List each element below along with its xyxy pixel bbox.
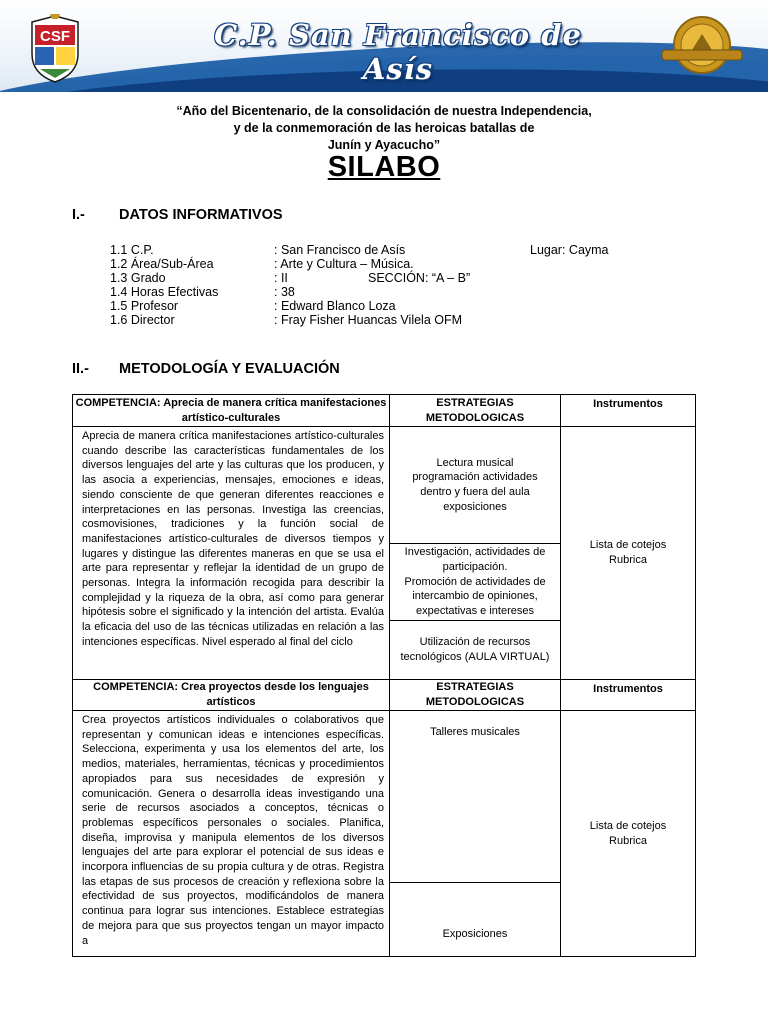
section-title: DATOS INFORMATIVOS — [119, 207, 283, 223]
strategy-line: exposiciones — [443, 500, 507, 513]
info-row-horas — [110, 285, 670, 299]
section-number: II.- — [72, 361, 89, 377]
competencia-header: COMPETENCIA: Aprecia de manera crítica manifestaciones artístico-culturales — [72, 394, 390, 427]
strategy-line: Lectura musical — [436, 456, 514, 469]
header-banner — [0, 0, 768, 92]
methodology-table — [72, 394, 696, 957]
section-title: METODOLOGÍA Y EVALUACIÓN — [119, 361, 340, 377]
strategy-line: tecnológicos (AULA VIRTUAL) — [400, 651, 550, 663]
strategy-line: programación actividades — [412, 471, 538, 484]
instrumentos-header: Instrumentos — [560, 679, 696, 711]
instrument-line: Rubrica — [609, 834, 647, 847]
info-row-area — [110, 257, 670, 271]
accreditation-seal — [658, 14, 746, 76]
info-section: SECCIÓN: “A – B” — [368, 271, 471, 285]
estrategias-header: ESTRATEGIAS METODOLOGICAS — [389, 394, 561, 427]
instruments-cell — [560, 710, 696, 957]
strategy-cell — [389, 882, 561, 957]
info-value: : San Francisco de Asís — [274, 243, 406, 257]
info-value: : II — [274, 271, 288, 285]
motto-line: Junín y Ayacucho” — [327, 138, 441, 152]
strategy-line: intercambio de opiniones, — [412, 590, 538, 603]
section-heading-metodologia — [72, 361, 340, 377]
info-value: : Arte y Cultura – Música. — [274, 257, 414, 271]
school-shield-logo — [26, 14, 84, 84]
info-list — [110, 243, 670, 327]
logo-left-lettering: CSF — [40, 28, 70, 45]
motto-line: y de la conmemoración de las heroicas batallas de — [233, 121, 535, 135]
info-row-profesor — [110, 299, 670, 313]
strategy-cell — [389, 710, 561, 883]
instrument-line: Rubrica — [609, 554, 647, 566]
strategy-line: Talleres musicales — [430, 726, 520, 738]
competencia-header: COMPETENCIA: Crea proyectos desde los lenguajes artísticos — [72, 679, 390, 711]
info-row-grado — [110, 271, 670, 285]
info-value: : 38 — [274, 285, 295, 299]
school-name: C.P. San Francisco de Asís — [214, 18, 582, 86]
info-value: : Fray Fisher Huancas Vilela OFM — [274, 313, 463, 327]
instrument-line: Lista de cotejos — [589, 819, 667, 832]
estrategias-header: ESTRATEGIAS METODOLOGICAS — [389, 679, 561, 711]
competencia-description: Aprecia de manera crítica manifestaciones artístico-culturales cuando describe las características fundamentales de los diversos lenguajes del arte y las culturas que los producen, y las asocia a experiencias, mensajes, emociones e ideas, siendo consciente de que generan diferentes reacciones e interpretaciones en las personas. Investiga las creencias, cosmovisiones, tradiciones y la función social de manifestaciones artístico-culturales de diversos tiempos y lugares y distingue las diferentes maneras en que se usa el arte para representar y reflejar la identidad de un grupo de personas. Integra la información recogida para describir la complejidad y la riqueza de la obra, así como para generar hipótesis sobre el significado y la intención del artista. Evalúa la eficacia del uso de las técnicas utilizadas en relación a las intenciones específicas. Nivel esperado al final del ciclo — [72, 426, 390, 680]
info-location: Lugar: Cayma — [530, 243, 609, 257]
strategy-line: Exposiciones — [442, 928, 508, 941]
motto-line: “Año del Bicentenario, de la consolidación de nuestra Independencia, — [176, 104, 592, 118]
strategy-cell — [389, 426, 561, 544]
section-number: I.- — [72, 207, 85, 223]
strategy-cell — [389, 620, 561, 680]
motto — [120, 103, 648, 154]
strategy-line: dentro y fuera del aula — [420, 486, 530, 498]
strategy-line: expectativas e intereses — [415, 605, 534, 618]
info-key: 1.4 Horas Efectivas — [110, 285, 219, 299]
info-key: 1.1 C.P. — [110, 243, 154, 257]
strategy-cell — [389, 543, 561, 621]
strategy-line: Promoción de actividades de — [404, 575, 546, 588]
strategy-line: Utilización de recursos — [419, 636, 531, 649]
info-key: 1.2 Área/Sub-Área — [110, 257, 214, 271]
instruments-cell — [560, 426, 696, 680]
instrumentos-header: Instrumentos — [560, 394, 696, 427]
info-key: 1.6 Director — [110, 313, 175, 327]
competencia-description: Crea proyectos artísticos individuales o colaborativos que representan y comunican ideas e intenciones específicas. Selecciona, experimenta y usa los elementos del arte, los medios, materiales, herramientas, técnicas y procedimientos apropiados para sus necesidades de expresión y comunicación. Genera o desarrolla ideas investigando una serie de recursos asociados a conceptos, técnicas o problemas específicos personales o sociales. Planifica, diseña, improvisa y manipula elementos de los diversos lenguajes del arte para explorar el potencial de sus ideas e incorpora influencias de su propia cultura y de otras. Registra las etapas de sus procesos de creación y reflexiona sobre la efectividad de sus proyectos, modificándolos de manera continua para lograr sus intenciones. Establece estrategias de mejora para que sus proyectos tengan un mayor impacto a — [72, 710, 390, 957]
info-key: 1.5 Profesor — [110, 299, 179, 313]
info-row-cp — [110, 243, 670, 257]
info-row-director — [110, 313, 670, 327]
instrument-line: Lista de cotejos — [589, 539, 667, 552]
info-key: 1.3 Grado — [110, 271, 166, 285]
strategy-line: participación. — [442, 560, 508, 573]
section-heading-datos — [72, 207, 283, 223]
info-value: : Edward Blanco Loza — [274, 299, 396, 313]
document-title: SILABO — [327, 151, 441, 183]
strategy-line: Investigación, actividades de — [404, 546, 546, 559]
